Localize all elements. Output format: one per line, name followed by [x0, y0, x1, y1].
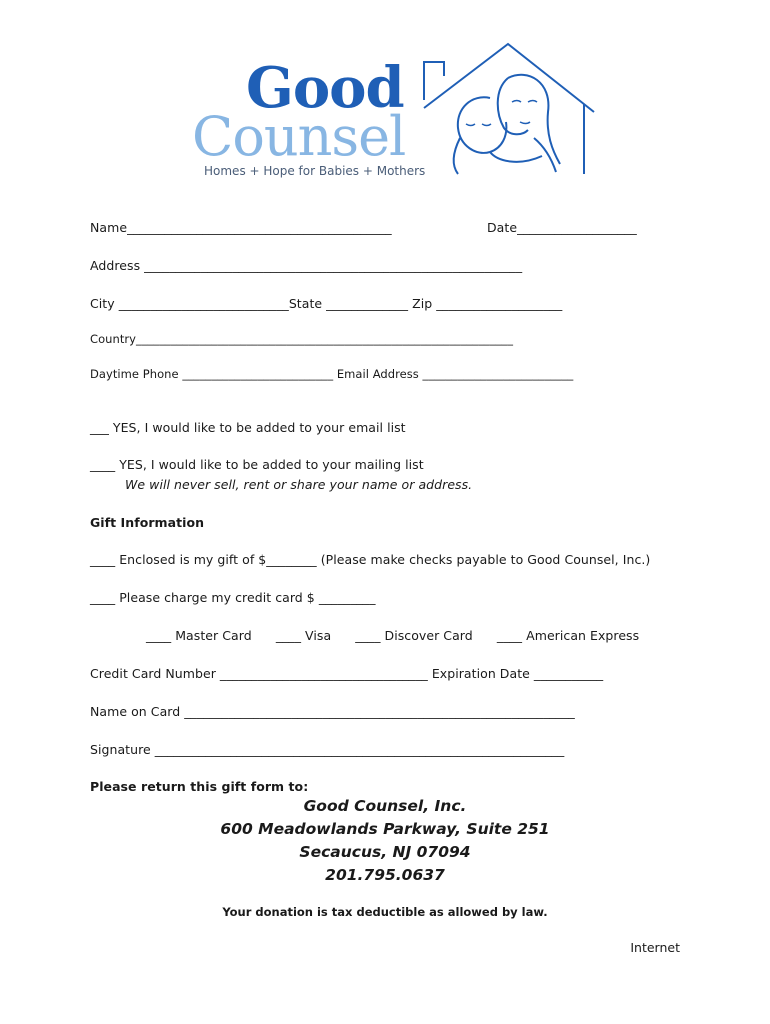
good-counsel-logo — [190, 38, 610, 188]
city-state-zip-field[interactable]: City ___________________________State _____________ Zip ____________________ — [90, 296, 563, 311]
phone-email-field[interactable]: Daytime Phone __________________________ Email Address __________________________ — [90, 367, 574, 381]
logo-tagline: Homes + Hope for Babies + Mothers — [204, 164, 426, 178]
return-heading: Please return this gift form to: — [90, 779, 309, 794]
email-list-optin[interactable]: ___ YES, I would like to be added to your email list — [90, 420, 406, 435]
tax-deductible-note: Your donation is tax deductible as allowed by law. — [222, 905, 548, 919]
logo-word-counsel: Counsel — [192, 105, 406, 168]
card-type-options[interactable]: ____ Master Card ____ Visa ____ Discover Card ____ American Express — [146, 628, 640, 643]
name-field[interactable]: Name__________________________________________ — [90, 220, 392, 235]
return-street: 600 Meadowlands Parkway, Suite 251 — [220, 820, 550, 838]
return-phone: 201.795.0637 — [325, 866, 445, 884]
source-code: Internet — [630, 940, 680, 955]
privacy-note: We will never sell, rent or share your name or address. — [125, 477, 473, 492]
gift-heading: Gift Information — [90, 515, 205, 530]
country-field[interactable]: Country_________________________________________________________________ — [90, 332, 514, 346]
date-field[interactable]: Date___________________ — [487, 220, 637, 235]
enclosed-gift-field[interactable]: ____ Enclosed is my gift of $________ (Please make checks payable to Good Counsel, Inc.) — [90, 552, 651, 567]
address-field[interactable]: Address ____________________________________________________________ — [90, 258, 523, 273]
logo-word-good: Good — [246, 55, 404, 121]
card-number-expiration-field[interactable]: Credit Card Number _________________________________ Expiration Date ___________ — [90, 666, 604, 681]
return-city: Secaucus, NJ 07094 — [299, 843, 471, 861]
name-on-card-field[interactable]: Name on Card ______________________________________________________________ — [90, 704, 575, 719]
charge-card-field[interactable]: ____ Please charge my credit card $ _________ — [90, 590, 376, 605]
mailing-list-optin[interactable]: ____ YES, I would like to be added to your mailing list — [90, 457, 424, 472]
return-org: Good Counsel, Inc. — [303, 797, 467, 815]
signature-field[interactable]: Signature _________________________________________________________________ — [90, 742, 565, 757]
